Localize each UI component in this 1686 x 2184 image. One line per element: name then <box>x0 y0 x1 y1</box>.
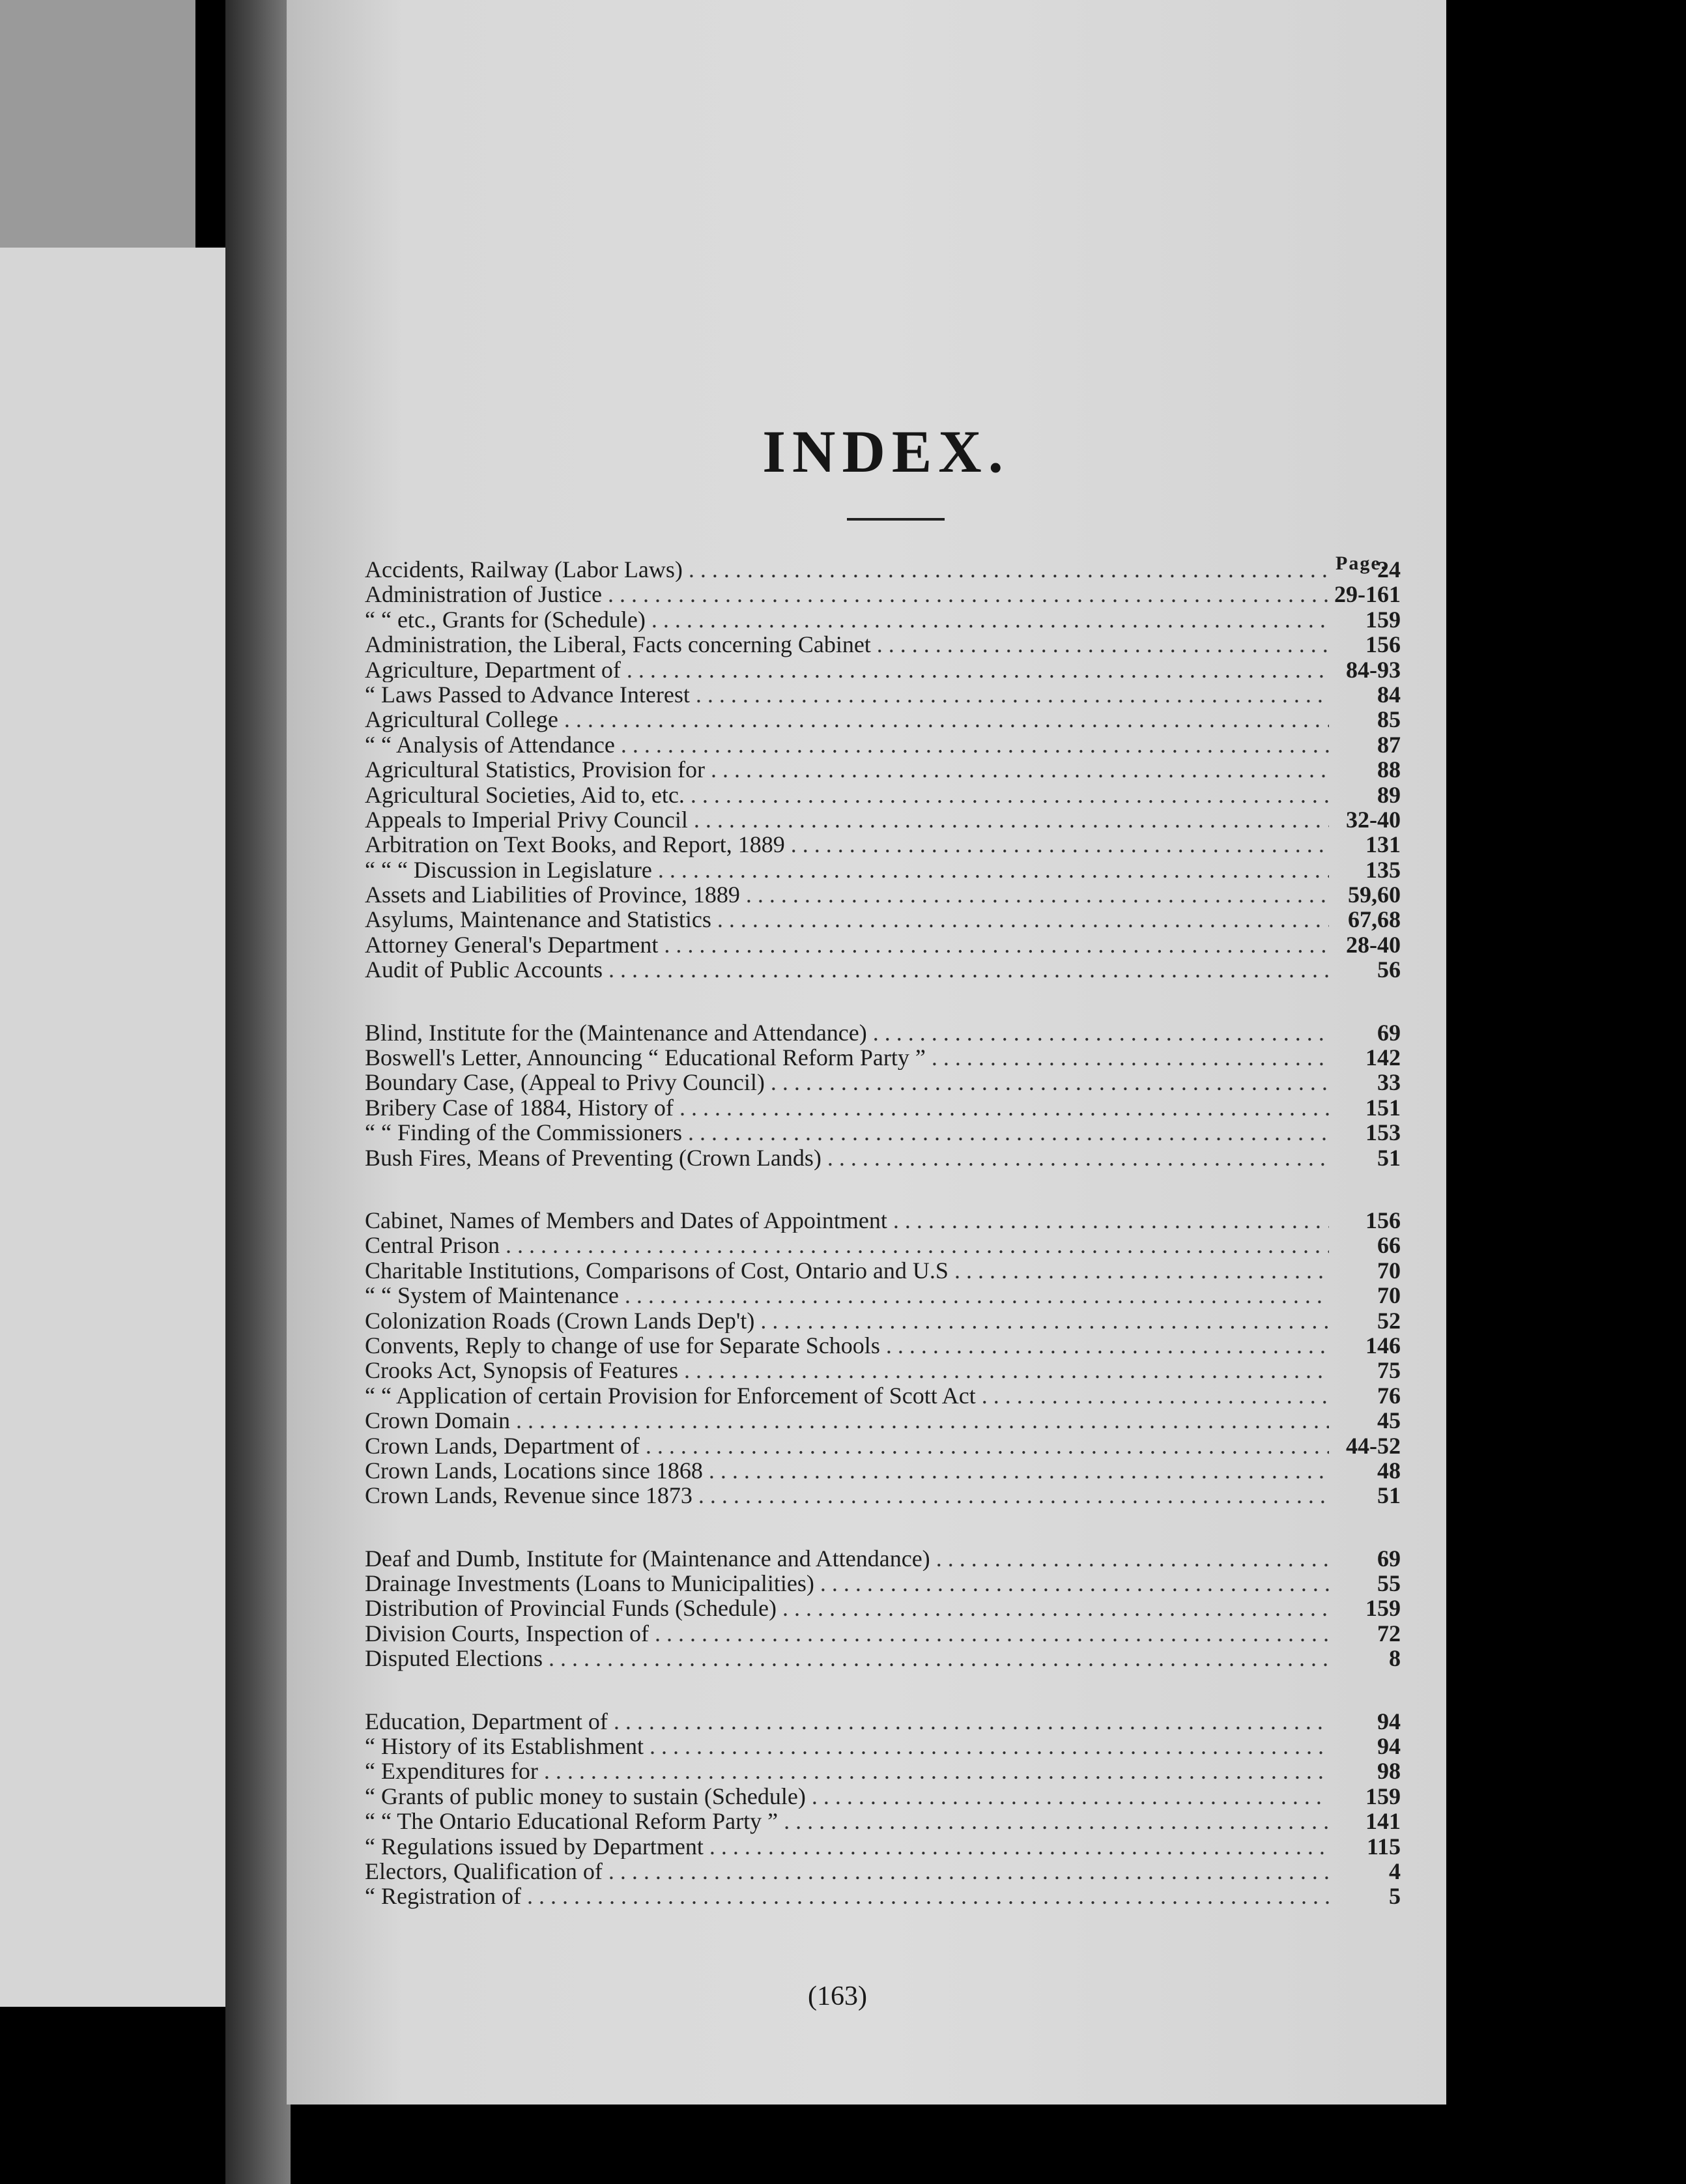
entry-page: 115 <box>1366 1833 1401 1860</box>
entry-label: “ “ System of Maintenance . . . <box>365 1283 1329 1308</box>
entry-page: 156 <box>1365 1207 1401 1233</box>
index-entry <box>365 1433 1420 1458</box>
entry-page: 29-161 <box>1334 581 1401 608</box>
entry-label: Bush Fires, Means of Preventing (Crown Lands) . . . <box>365 1145 1329 1170</box>
index-entry <box>365 582 1420 607</box>
entry-label: “ “ Application of certain Provision for Enforcement of Scott Act . . . <box>365 1383 1329 1408</box>
index-entry <box>365 1734 1420 1759</box>
entry-page: 94 <box>1377 1733 1401 1760</box>
index-entries <box>365 557 1420 1909</box>
index-entry <box>365 1596 1420 1620</box>
entry-label: “ “ Analysis of Attendance . . . <box>365 732 1329 757</box>
entry-label: Deaf and Dumb, Institute for (Maintenance and Attendance) . . . <box>365 1546 1329 1571</box>
title-rule <box>847 518 945 521</box>
index-entry <box>365 732 1420 757</box>
entry-page: 66 <box>1377 1232 1401 1259</box>
index-entry <box>365 1646 1420 1671</box>
entry-page: 146 <box>1365 1332 1401 1358</box>
entry-label: Crooks Act, Synopsis of Features . . . <box>365 1358 1329 1383</box>
entry-label: Appeals to Imperial Privy Council . . . <box>365 807 1329 832</box>
entry-page: 75 <box>1377 1357 1401 1384</box>
entry-page: 131 <box>1365 831 1401 858</box>
left-page <box>0 248 232 2007</box>
index-entry <box>365 1333 1420 1358</box>
entry-label: Crown Domain . . . <box>365 1408 1329 1433</box>
index-entry <box>365 757 1420 782</box>
entry-page: 85 <box>1377 706 1401 733</box>
section-gap <box>365 1170 1420 1208</box>
entry-page: 141 <box>1365 1808 1401 1835</box>
entry-label: Crown Lands, Department of . . . <box>365 1433 1329 1458</box>
index-entry <box>365 1884 1420 1908</box>
index-entry <box>365 557 1420 582</box>
index-entry <box>365 1283 1420 1308</box>
entry-label: Blind, Institute for the (Maintenance and Attendance) . . . <box>365 1020 1329 1045</box>
index-entry <box>365 1095 1420 1120</box>
index-entry <box>365 632 1420 657</box>
entry-label: “ “ “ Discussion in Legislature . . . <box>365 857 1329 882</box>
index-entry <box>365 1383 1420 1408</box>
index-entry <box>365 1759 1420 1783</box>
index-entry <box>365 932 1420 957</box>
entry-page: 28-40 <box>1346 931 1401 958</box>
entry-label: Administration, the Liberal, Facts concerning Cabinet . . . <box>365 632 1329 657</box>
index-entry <box>365 1408 1420 1433</box>
entry-page: 67,68 <box>1348 906 1401 933</box>
index-entry <box>365 682 1420 707</box>
entry-label: “ Regulations issued by Department . . . <box>365 1834 1329 1859</box>
page-title: INDEX. <box>762 418 1010 485</box>
index-entry <box>365 957 1420 982</box>
entry-page: 51 <box>1377 1482 1401 1509</box>
index-entry <box>365 1809 1420 1833</box>
entry-page: 51 <box>1377 1144 1401 1171</box>
entry-page: 32-40 <box>1346 806 1401 833</box>
entry-label: Boundary Case, (Appeal to Privy Council) . . . <box>365 1070 1329 1095</box>
index-entry <box>365 707 1420 732</box>
entry-label: Agricultural College . . . <box>365 707 1329 732</box>
entry-page: 70 <box>1377 1257 1401 1284</box>
entry-page: 84 <box>1377 681 1401 708</box>
entry-page: 84-93 <box>1346 656 1401 683</box>
entry-page: 69 <box>1377 1545 1401 1572</box>
entry-label: Accidents, Railway (Labor Laws) . . . <box>365 557 1329 582</box>
entry-label: “ Registration of . . . <box>365 1884 1329 1908</box>
entry-page: 159 <box>1365 1595 1401 1622</box>
entry-label: Electors, Qualification of . . . <box>365 1859 1329 1884</box>
entry-label: Administration of Justice . . . <box>365 582 1329 607</box>
index-entry <box>365 807 1420 832</box>
entry-label: Crown Lands, Revenue since 1873 . . . <box>365 1483 1329 1508</box>
entry-label: “ Laws Passed to Advance Interest . . . <box>365 682 1329 707</box>
entry-label: Colonization Roads (Crown Lands Dep't) . . . <box>365 1308 1329 1333</box>
entry-page: 44-52 <box>1346 1432 1401 1459</box>
entry-page: 135 <box>1365 856 1401 883</box>
index-entry <box>365 1834 1420 1859</box>
entry-page: 55 <box>1377 1570 1401 1597</box>
index-entry <box>365 607 1420 632</box>
entry-label: Drainage Investments (Loans to Municipalities) . . . <box>365 1571 1329 1596</box>
entry-label: Education, Department of . . . <box>365 1709 1329 1734</box>
entry-page: 88 <box>1377 756 1401 783</box>
entry-page: 33 <box>1377 1069 1401 1096</box>
index-entry <box>365 1571 1420 1596</box>
section-gap <box>365 1508 1420 1546</box>
entry-label: “ “ Finding of the Commissioners . . . <box>365 1120 1329 1145</box>
index-entry <box>365 1458 1420 1483</box>
page-number: (163) <box>808 1981 867 2011</box>
index-entry <box>365 882 1420 907</box>
index-entry <box>365 1308 1420 1333</box>
entry-page: 48 <box>1377 1457 1401 1484</box>
entry-label: Boswell's Letter, Announcing “ Educational Reform Party ” . . . <box>365 1045 1329 1070</box>
entry-page: 69 <box>1377 1019 1401 1046</box>
entry-page: 52 <box>1377 1307 1401 1334</box>
index-entry <box>365 1784 1420 1809</box>
entry-label: Convents, Reply to change of use for Separate Schools . . . <box>365 1333 1329 1358</box>
index-entry <box>365 1070 1420 1095</box>
entry-label: Attorney General's Department . . . <box>365 932 1329 957</box>
entry-label: Division Courts, Inspection of . . . <box>365 1621 1329 1646</box>
section-gap <box>365 983 1420 1020</box>
index-entry <box>365 1145 1420 1170</box>
left-page-top <box>0 0 195 248</box>
entry-page: 70 <box>1377 1282 1401 1309</box>
index-entry <box>365 1258 1420 1283</box>
entry-label: Asylums, Maintenance and Statistics . . . <box>365 907 1329 932</box>
entry-page: 89 <box>1377 781 1401 808</box>
index-entry <box>365 657 1420 682</box>
entry-page: 151 <box>1365 1094 1401 1121</box>
entry-label: “ Expenditures for . . . <box>365 1759 1329 1783</box>
entry-label: Audit of Public Accounts . . . <box>365 957 1329 982</box>
entry-label: Agricultural Statistics, Provision for . . . <box>365 757 1329 782</box>
entry-label: Agriculture, Department of . . . <box>365 657 1329 682</box>
entry-page: 159 <box>1365 1783 1401 1809</box>
index-entry <box>365 832 1420 857</box>
entry-label: Agricultural Societies, Aid to, etc. . . . <box>365 783 1329 807</box>
entry-label: Bribery Case of 1884, History of . . . <box>365 1095 1329 1120</box>
index-entry <box>365 1621 1420 1646</box>
entry-label: “ “ The Ontario Educational Reform Party ” . . . <box>365 1809 1329 1833</box>
entry-page: 56 <box>1377 956 1401 983</box>
entry-label: Crown Lands, Locations since 1868 . . . <box>365 1458 1329 1483</box>
entry-label: Assets and Liabilities of Province, 1889 . . . <box>365 882 1329 907</box>
entry-page: 59,60 <box>1348 882 1401 908</box>
index-entry <box>365 1859 1420 1884</box>
entry-label: Distribution of Provincial Funds (Schedule) . . . <box>365 1596 1329 1620</box>
entry-label: “ “ etc., Grants for (Schedule) . . . <box>365 607 1329 632</box>
book-gutter <box>225 0 291 2184</box>
page-column-header: Page. <box>1336 553 1388 574</box>
entry-page: 159 <box>1365 606 1401 633</box>
section-gap <box>365 1671 1420 1709</box>
entry-page: 24 <box>1377 556 1401 582</box>
index-entry <box>365 1208 1420 1233</box>
entry-label: “ History of its Establishment . . . <box>365 1734 1329 1759</box>
entry-page: 45 <box>1377 1407 1401 1434</box>
entry-page: 8 <box>1389 1645 1401 1672</box>
index-entry <box>365 1233 1420 1257</box>
entry-page: 153 <box>1365 1119 1401 1146</box>
entry-page: 98 <box>1377 1758 1401 1785</box>
entry-label: Arbitration on Text Books, and Report, 1889 . . . <box>365 832 1329 857</box>
entry-label: Charitable Institutions, Comparisons of Cost, Ontario and U.S . . . <box>365 1258 1329 1283</box>
index-entry <box>365 783 1420 807</box>
entry-label: “ Grants of public money to sustain (Schedule) . . . <box>365 1784 1329 1809</box>
entry-page: 87 <box>1377 731 1401 758</box>
entry-page: 4 <box>1389 1858 1401 1884</box>
index-entry <box>365 907 1420 932</box>
index-entry <box>365 1120 1420 1145</box>
entry-page: 142 <box>1365 1044 1401 1071</box>
index-entry <box>365 1358 1420 1383</box>
entry-label: Central Prison . . . <box>365 1233 1329 1257</box>
scan-border-right <box>1446 0 1686 2184</box>
entry-page: 76 <box>1377 1382 1401 1409</box>
index-entry <box>365 857 1420 882</box>
index-entry <box>365 1709 1420 1734</box>
entry-page: 94 <box>1377 1708 1401 1734</box>
entry-label: Disputed Elections . . . <box>365 1646 1329 1671</box>
entry-page: 5 <box>1389 1883 1401 1910</box>
index-entry <box>365 1020 1420 1045</box>
entry-label: Cabinet, Names of Members and Dates of Appointment . . . <box>365 1208 1329 1233</box>
entry-page: 156 <box>1365 631 1401 658</box>
index-entry <box>365 1546 1420 1571</box>
index-entry <box>365 1045 1420 1070</box>
index-entry <box>365 1483 1420 1508</box>
entry-page: 72 <box>1377 1620 1401 1646</box>
